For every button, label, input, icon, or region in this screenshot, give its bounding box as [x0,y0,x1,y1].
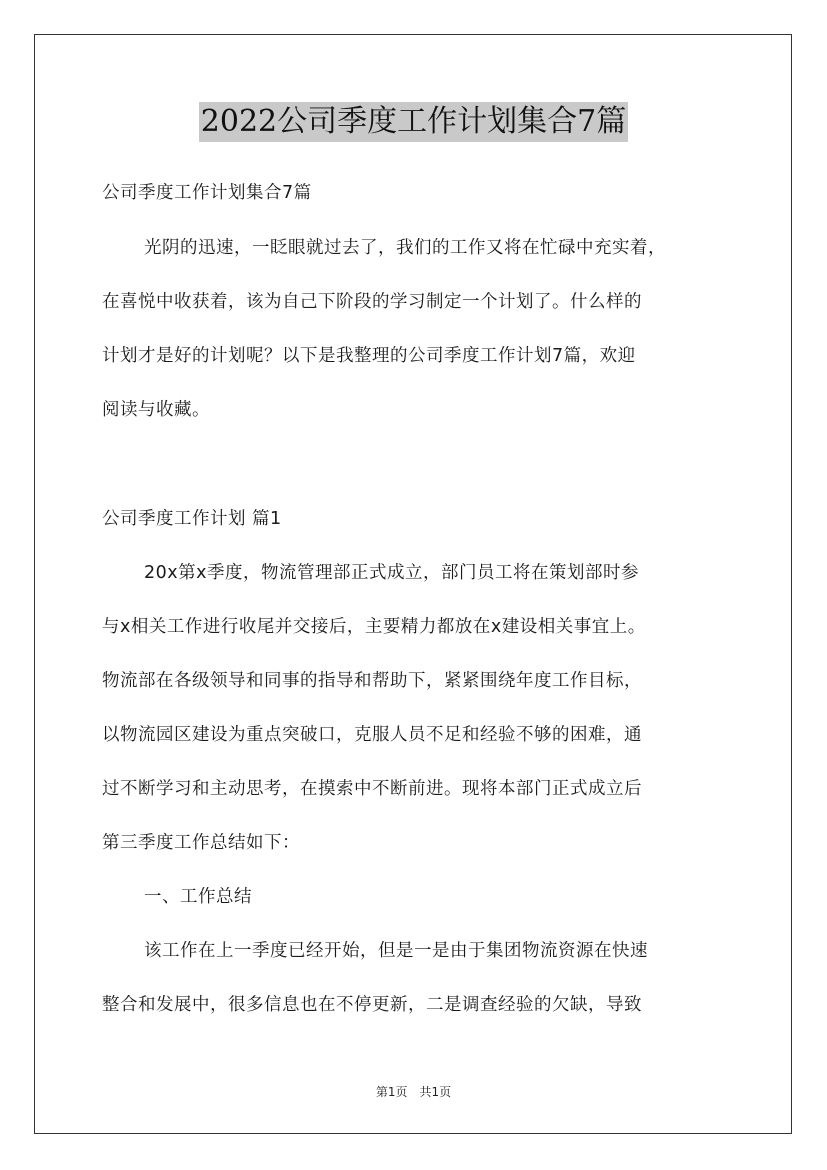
intro-line-3: 计划才是好的计划呢？以下是我整理的公司季度工作计划7篇，欢迎 [102,346,636,366]
section-line-2: 与x相关工作进行收尾并交接后，主要精力都放在x建设相关事宜上。 [102,617,646,637]
section-line-4: 以物流园区建设为重点突破口，克服人员不足和经验不够的困难，通 [102,725,642,745]
section-line-3: 物流部在各级领导和同事的指导和帮助下，紧紧围绕年度工作目标， [102,671,642,691]
subtitle: 公司季度工作计划集合7篇 [102,183,312,203]
section-line-5: 过不断学习和主动思考，在摸索中不断前进。现将本部门正式成立后 [102,779,642,799]
intro-line-4: 阅读与收藏。 [102,400,210,420]
section-line-6: 第三季度工作总结如下： [102,833,300,853]
page-footer: 第1页 共1页 [375,1085,452,1099]
section-line-8: 整合和发展中，很多信息也在不停更新，二是调查经验的欠缺，导致 [102,995,642,1015]
document-title [0,102,827,142]
intro-line-2: 在喜悦中收获着，该为自己下阶段的学习制定一个计划了。什么样的 [102,292,642,312]
document-title-text: 2022公司季度工作计划集合7篇 [199,102,628,142]
section-line-7: 该工作在上一季度已经开始，但是一是由于集团物流资源在快速 [144,941,648,961]
section-line-1: 20x第x季度，物流管理部正式成立，部门员工将在策划部时参 [144,563,639,583]
intro-line-1: 光阴的迅速，一眨眼就过去了，我们的工作又将在忙碌中充实着， [144,238,666,258]
section-heading: 公司季度工作计划 篇1 [102,509,282,529]
subheading-work-summary: 一、工作总结 [144,887,252,907]
